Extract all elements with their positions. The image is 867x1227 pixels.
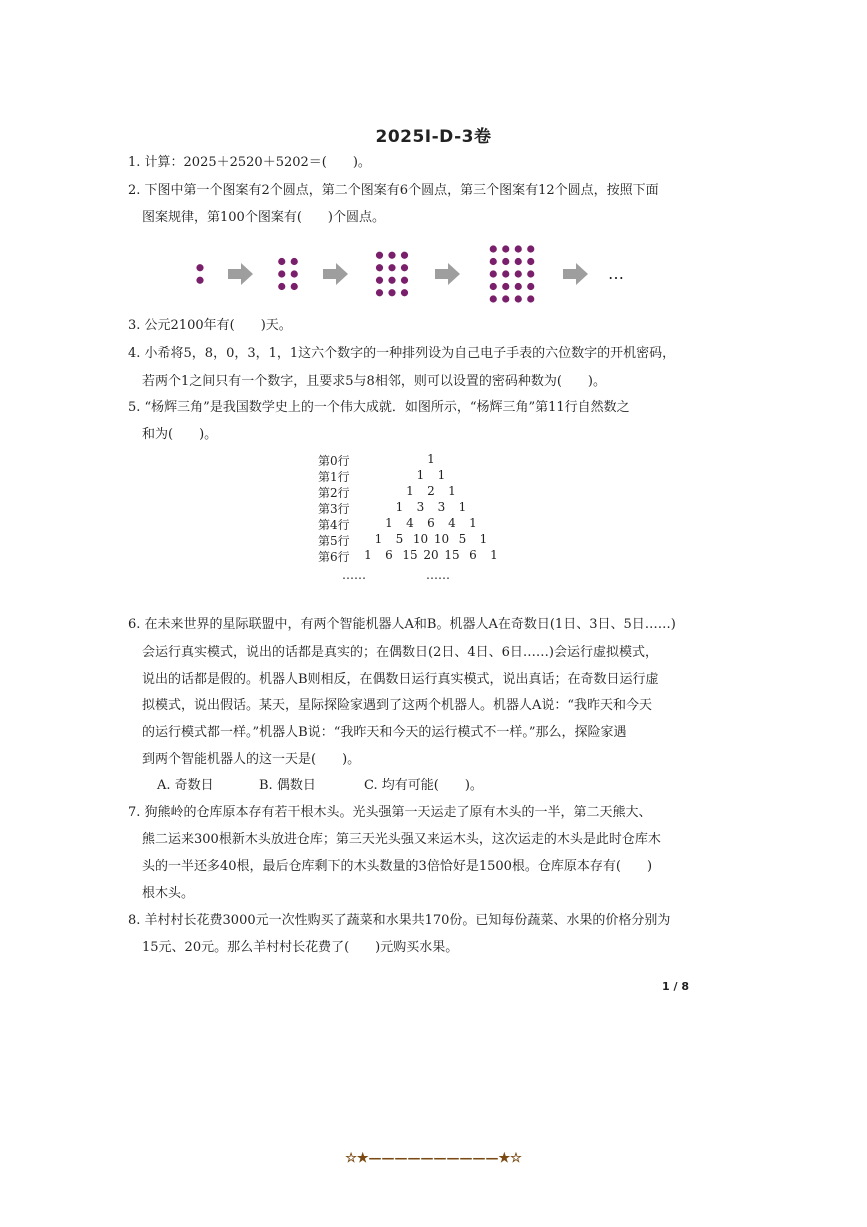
question-5-line-2: 和为( )。 [142,427,218,442]
footer-decoration: ☆★——————————★☆ [345,1151,522,1166]
dot [278,270,285,277]
dot [401,289,408,296]
dot [291,258,298,265]
dot [376,264,383,271]
question-8-line-1: 8. 羊村村长花费3000元一次性购买了蔬菜和水果共170份。已知每份蔬菜、水果的价格分别为 [128,913,671,928]
dot [291,270,298,277]
dot [196,277,203,284]
row-label: 第5行 [318,534,350,548]
dot [515,245,522,252]
option-c: C. 均有可能( )。 [364,778,483,793]
triangle-number: 1 [374,532,383,546]
dot [291,283,298,290]
triangle-ellipsis-right: …… [426,568,450,582]
dot [502,295,509,302]
triangle-number: 1 [395,500,404,514]
question-7-line-1: 7. 狗熊岭的仓库原本存有若干根木头。光头强第一天运走了原有木头的一半，第二天熊大、 [128,805,652,820]
dot [490,245,497,252]
right-arrow-icon [323,263,348,285]
dot [376,289,383,296]
question-8-line-2: 15元、20元。那么羊村村长花费了( )元购买水果。 [142,940,459,955]
triangle-number: 1 [490,548,498,562]
triangle-number: 1 [479,532,488,546]
row-label: 第2行 [318,486,350,500]
question-6-line-1: 6. 在未来世界的星际联盟中，有两个智能机器人A和B。机器人A在奇数日(1日、3日、5日……) [128,617,676,632]
question-3: 3. 公元2100年有( )天。 [128,318,292,333]
triangle-number: 1 [469,516,477,530]
triangle-number: 6 [427,516,435,530]
dot-pattern-4 [490,245,535,302]
triangle-row-3 [318,500,518,515]
dot [527,283,534,290]
dot [388,277,395,284]
triangle-number: 5 [458,532,467,546]
dot [515,283,522,290]
row-label: 第4行 [318,518,350,532]
dot-pattern-3 [376,252,408,297]
triangle-number: 20 [423,548,439,562]
triangle-number: 3 [437,500,446,514]
dot [502,258,509,265]
triangle-number: 1 [364,548,372,562]
right-arrow-icon [435,263,460,285]
triangle-number: 15 [402,548,418,562]
triangle-number: 3 [416,500,425,514]
triangle-number: 4 [406,516,414,530]
dot [401,252,408,259]
dot [376,277,383,284]
dot [278,283,285,290]
dot [490,295,497,302]
yanghui-triangle [318,452,518,592]
dot [490,270,497,277]
question-4-line-2: 若两个1之间只有一个数字，且要求5与8相邻，则可以设置的密码种数为( )。 [142,374,606,389]
triangle-row-1 [318,468,518,483]
dot-pattern-2 [278,258,298,290]
question-6-line-2: 会运行真实模式，说出的话都是真实的；在偶数日(2日、4日、6日……)会运行虚拟模式， [142,645,658,660]
dot [527,258,534,265]
row-label: 第6行 [318,550,350,564]
triangle-number: 1 [385,516,393,530]
dot [502,245,509,252]
question-6-options [157,776,483,796]
triangle-row-0 [318,452,518,467]
dot-pattern-figure [190,234,650,314]
triangle-number: 1 [406,484,414,498]
question-6-line-4: 拟模式，说出假话。某天，星际探险家遇到了这两个机器人。机器人A说：“我昨天和今天 [142,698,653,713]
triangle-row-2 [318,484,518,499]
question-6-line-6: 到两个智能机器人的这一天是( )。 [142,752,361,767]
triangle-row-6 [318,548,518,563]
dot [278,258,285,265]
row-label: 第3行 [318,502,350,516]
row-label: 第1行 [318,470,350,484]
question-7-line-3: 头的一半还多40根，最后仓库剩下的木头数量的3倍恰好是1500根。仓库原本存有( ) [142,859,653,874]
dot [196,264,203,271]
dot [388,264,395,271]
triangle-number: 6 [469,548,477,562]
triangle-number: 10 [433,532,450,546]
dot [527,270,534,277]
dot [515,258,522,265]
triangle-number: 5 [395,532,404,546]
triangle-number: 10 [412,532,429,546]
dot [490,258,497,265]
triangle-number: 1 [437,468,446,482]
right-arrow-icon [563,263,588,285]
triangle-number: 2 [427,484,435,498]
triangle-number: 15 [444,548,460,562]
page-number: 1 / 8 [662,980,689,993]
dot [401,277,408,284]
question-2-line-2: 图案规律，第100个图案有( )个圆点。 [142,210,385,225]
triangle-number: 4 [448,516,456,530]
option-b: B. 偶数日 [259,778,316,793]
triangle-row-5 [318,532,518,547]
triangle-number: 1 [427,452,435,466]
right-arrow-icon [228,263,253,285]
question-7-line-4: 根木头。 [142,886,195,901]
dot [527,295,534,302]
dot [527,245,534,252]
dot [376,252,383,259]
triangle-number: 1 [416,468,425,482]
row-label: 第0行 [318,454,350,468]
dot [502,270,509,277]
dot [502,283,509,290]
triangle-row-4 [318,516,518,531]
dot [388,289,395,296]
triangle-number: 6 [385,548,393,562]
dot-pattern-1 [196,264,203,284]
dot [388,252,395,259]
document-title: 2025I-D-3卷 [375,127,492,147]
pattern-ellipsis: … [608,264,624,283]
dot [401,264,408,271]
triangle-number: 1 [458,500,467,514]
question-5-line-1: 5. “杨辉三角”是我国数学史上的一个伟大成就．如图所示，“杨辉三角”第11行自然数之 [128,400,630,415]
dot [490,283,497,290]
question-1: 1. 计算：2025＋2520＋5202＝( )。 [128,155,371,170]
option-a: A. 奇数日 [157,778,214,793]
triangle-number: 1 [448,484,456,498]
question-6-line-5: 的运行模式都一样。”机器人B说：“我昨天和今天的运行模式不一样。”那么，探险家遇 [142,725,627,740]
question-2-line-1: 2. 下图中第一个图案有2个圆点，第二个图案有6个圆点，第三个图案有12个圆点，按照下面 [128,183,659,198]
question-7-line-2: 熊二运来300根新木头放进仓库；第三天光头强又来运木头，这次运走的木头是此时仓库木 [142,832,661,847]
dot [515,295,522,302]
question-6-line-3: 说出的话都是假的。机器人B则相反，在偶数日运行真实模式，说出真话；在奇数日运行虚 [142,672,659,687]
question-4-line-1: 4. 小希将5，8，0，3，1，1这六个数字的一种排列设为自己电子手表的六位数字的开机密码， [128,346,676,361]
dot [515,270,522,277]
triangle-ellipsis-left: …… [342,568,366,582]
